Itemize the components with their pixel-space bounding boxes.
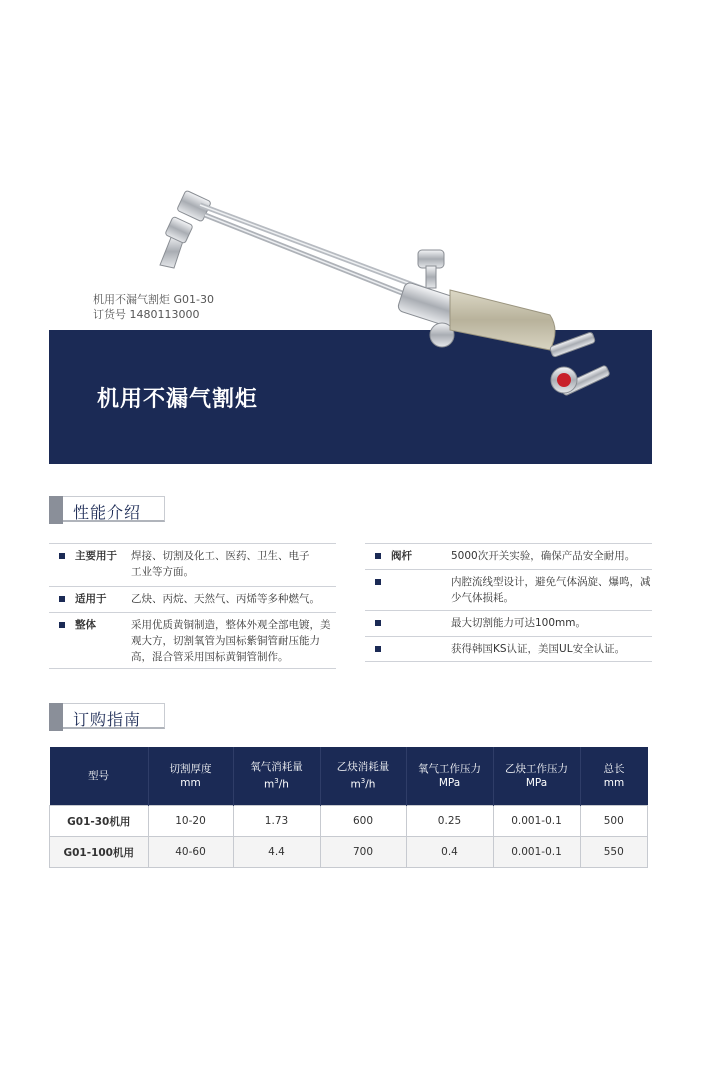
bullet-square-icon [375, 620, 381, 626]
caption-order-number: 订货号 1480113000 [93, 308, 200, 321]
feature-list-left [49, 543, 336, 669]
table-row [50, 837, 648, 868]
column-name: 氧气工作压力 [418, 763, 481, 775]
table-cell: G01-30机用 [50, 806, 149, 837]
bullet-square-icon [59, 553, 65, 559]
table-cell: 550 [580, 837, 648, 868]
column-name: 型号 [88, 770, 109, 782]
table-header-row [50, 747, 648, 806]
column-unit: mm [180, 777, 201, 789]
column-name: 总长 [603, 763, 625, 775]
feature-row [365, 610, 652, 636]
table-row [50, 806, 648, 837]
caption-model: 机用不漏气割炬 G01-30 [93, 293, 214, 306]
feature-row [365, 569, 652, 610]
column-name: 切割厚度 [169, 763, 212, 775]
column-header [580, 747, 648, 806]
column-name: 乙炔工作压力 [505, 763, 568, 775]
section-heading-performance [49, 496, 159, 524]
table-cell: 0.001-0.1 [493, 837, 580, 868]
table-cell: 500 [580, 806, 648, 837]
feature-value: 焊接、切割及化工、医药、卫生、电子工业等方面。 [131, 550, 310, 578]
bullet-square-icon [375, 553, 381, 559]
table-cell: 10-20 [148, 806, 233, 837]
feature-value: 内腔流线型设计，避免气体涡旋、爆鸣，减少气体损耗。 [451, 576, 651, 604]
table-cell: 40-60 [148, 837, 233, 868]
table-cell: 0.25 [406, 806, 493, 837]
heading-label: 订购指南 [73, 710, 142, 729]
column-header [320, 747, 406, 806]
column-header [148, 747, 233, 806]
table-cell: 0.001-0.1 [493, 806, 580, 837]
feature-value: 乙炔、丙烷、天然气、丙烯等多种燃气。 [131, 593, 320, 605]
table-cell: 0.4 [406, 837, 493, 868]
feature-key: 阀杆 [391, 550, 412, 562]
column-unit: mm [603, 777, 625, 789]
feature-list-right [365, 543, 652, 662]
cutting-torch-image [150, 180, 630, 420]
feature-key: 适用于 [75, 593, 107, 605]
table-cell: 700 [320, 837, 406, 868]
column-header [50, 747, 149, 806]
feature-value: 最大切割能力可达100mm。 [451, 617, 586, 629]
bullet-square-icon [59, 596, 65, 602]
feature-value: 采用优质黄铜制造，整体外观全部电镀，美观大方，切割氧管为国标紫铜管耐压能力高，混合管采用国标黄铜管制作。 [131, 619, 331, 663]
feature-value: 获得韩国KS认证，美国UL安全认证。 [451, 643, 626, 655]
column-header [406, 747, 493, 806]
feature-row [365, 543, 652, 569]
bullet-square-icon [375, 646, 381, 652]
column-name: 氧气消耗量 [250, 761, 303, 774]
column-name: 乙炔消耗量 [336, 761, 390, 774]
column-header [493, 747, 580, 806]
bullet-square-icon [59, 622, 65, 628]
column-unit: MPa [438, 777, 461, 789]
table-cell: 4.4 [233, 837, 320, 868]
bullet-square-icon [375, 579, 381, 585]
feature-key: 主要用于 [75, 550, 117, 562]
feature-value: 5000次开关实验，确保产品安全耐用。 [451, 550, 636, 562]
column-header [233, 747, 320, 806]
heading-marker [49, 703, 63, 731]
column-unit: $m^3/h$ [264, 777, 289, 791]
table-cell: 1.73 [233, 806, 320, 837]
column-unit: $m^3/h$ [350, 777, 376, 791]
order-table [49, 747, 648, 868]
feature-row [365, 636, 652, 662]
heading-marker [49, 496, 63, 524]
feature-row [49, 586, 336, 612]
feature-key: 整体 [75, 619, 96, 631]
table-cell: 600 [320, 806, 406, 837]
section-heading-order [49, 703, 159, 731]
column-unit: MPa [525, 777, 548, 789]
table-cell: G01-100机用 [50, 837, 149, 868]
feature-row [49, 543, 336, 586]
feature-row [49, 612, 336, 669]
page-title: 机用不漏气割炬 [97, 387, 259, 412]
heading-label: 性能介绍 [73, 503, 142, 522]
